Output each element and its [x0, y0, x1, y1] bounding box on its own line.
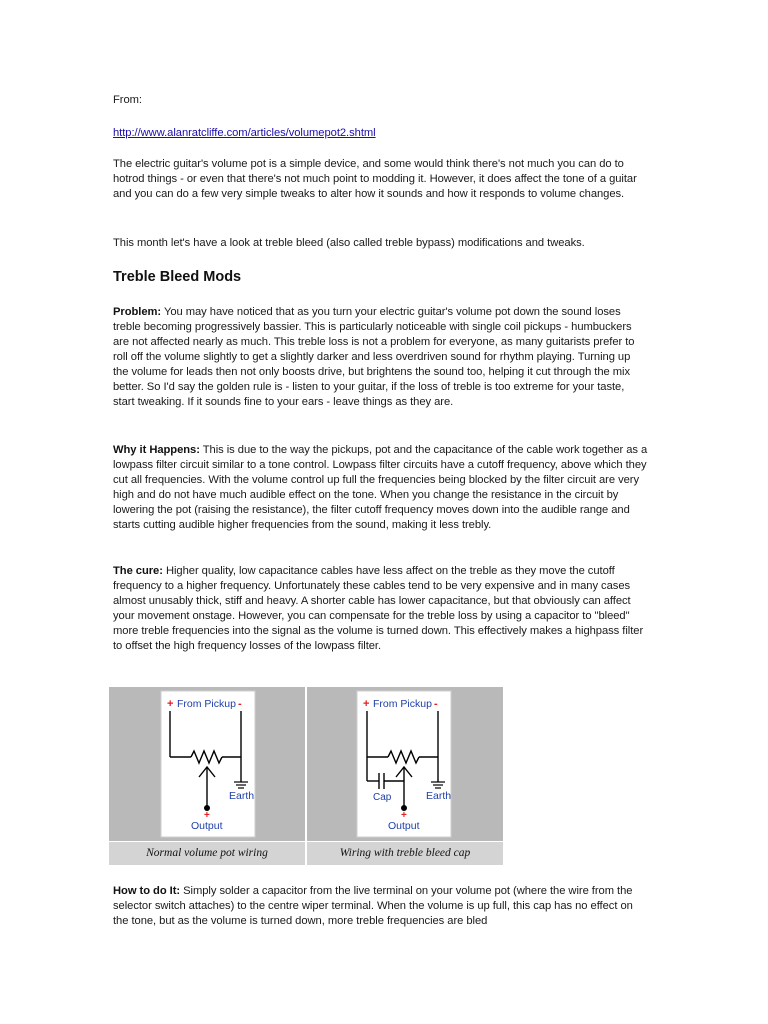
from-pickup-label: From Pickup	[177, 698, 236, 710]
minus-terminal-label: -	[434, 698, 438, 710]
normal-wiring-figure	[109, 687, 305, 841]
plus-terminal-label: +	[363, 698, 370, 710]
output-plus-label: +	[204, 810, 210, 821]
source-link[interactable]: http://www.alanratcliffe.com/articles/volumepot2.shtml	[113, 127, 376, 139]
output-label: Output	[191, 820, 223, 832]
normal-wiring-diagram	[109, 687, 305, 841]
plus-terminal-label: +	[167, 698, 174, 710]
cure-paragraph	[113, 564, 648, 654]
output-plus-label: +	[401, 810, 407, 821]
treble-bleed-intro-paragraph: This month let's have a look at treble bleed (also called treble bypass) modifications and tweaks.	[113, 237, 585, 249]
problem-label: Problem:	[113, 306, 162, 318]
why-paragraph	[113, 443, 648, 533]
intro-paragraph: The electric guitar's volume pot is a simple device, and some would think there's not much you can do to hotrod things - or even that there's not much point to modding it. However, it does affect the tone of a guitar and you can do a few very simple tweaks to alter how it sounds and how it responds to volume changes.	[113, 158, 637, 200]
treble-bleed-wiring-diagram	[307, 687, 503, 841]
treble-bleed-wiring-figure	[307, 687, 503, 841]
cap-label: Cap	[373, 792, 392, 803]
cure-label: The cure:	[113, 565, 163, 577]
from-label: From:	[113, 94, 142, 106]
earth-label: Earth	[229, 790, 255, 802]
howto-paragraph	[113, 884, 648, 929]
earth-label: Earth	[426, 790, 452, 802]
minus-terminal-label: -	[238, 698, 242, 710]
wiring-figure-table	[109, 687, 503, 865]
treble-bleed-caption: Wiring with treble bleed cap	[307, 842, 503, 865]
why-text: This is due to the way the pickups, pot and the capacitance of the cable work together as a lowpass filter circuit similar to a tone control. Lowpass filter circuits have a cutoff frequency, above which they cut all frequencies. With the volume control up full the frequencies being blocked by the filter circuit are very high and do not have much audible effect on the tone. When you change the resistance in the circuit by lowering the pot (raising the resistance), the filter cutoff frequency moves down into the audible range and starts cutting audible higher frequencies from the sound, making it less trebly.	[113, 444, 648, 531]
normal-wiring-caption: Normal volume pot wiring	[109, 842, 305, 865]
source-link-line	[113, 126, 648, 141]
cure-text: Higher quality, low capacitance cables have less affect on the treble as they move the cutoff frequency to a higher frequency. Unfortunately these cables tend to be very expensive and in many cases almost unusably thick, stiff and heavy. A shorter cable has lower capacitance, but that obviously can affect your movement onstage. However, you can compensate for the treble loss by using a capacitor to "bleed" more treble frequencies into the signal as the volume is turned down. This effectively makes a highpass filter to offset the high frequency losses of the lowpass filter.	[113, 565, 644, 652]
output-label: Output	[388, 820, 420, 832]
howto-text: Simply solder a capacitor from the live terminal on your volume pot (where the wire from the selector switch attaches) to the centre wiper terminal. When the volume is up full, this cap has no effect on the tone, but as the volume is turned down, more treble frequencies are bled	[113, 885, 633, 927]
from-pickup-label: From Pickup	[373, 698, 432, 710]
why-label: Why it Happens:	[113, 444, 200, 456]
howto-label: How to do It:	[113, 885, 181, 897]
problem-text: You may have noticed that as you turn your electric guitar's volume pot down the sound loses treble becoming progressively bassier. This is particularly noticeable with single coil pickups - humbuckers are not affected nearly as much. This treble loss is not a problem for everyone, as many guitarists prefer to roll off the volume slightly to get a slightly darker and less overdriven sound for rhythm playing. Turning up the volume for leads then not only boosts drive, but brightens the sound too, helping it cut through the mix better. So I'd say the golden rule is - listen to your guitar, if the loss of treble is too extreme for your taste, start tweaking. If it sounds fine to your ears - leave things as they are.	[113, 306, 635, 408]
problem-paragraph	[113, 305, 648, 410]
section-heading: Treble Bleed Mods	[113, 269, 242, 285]
